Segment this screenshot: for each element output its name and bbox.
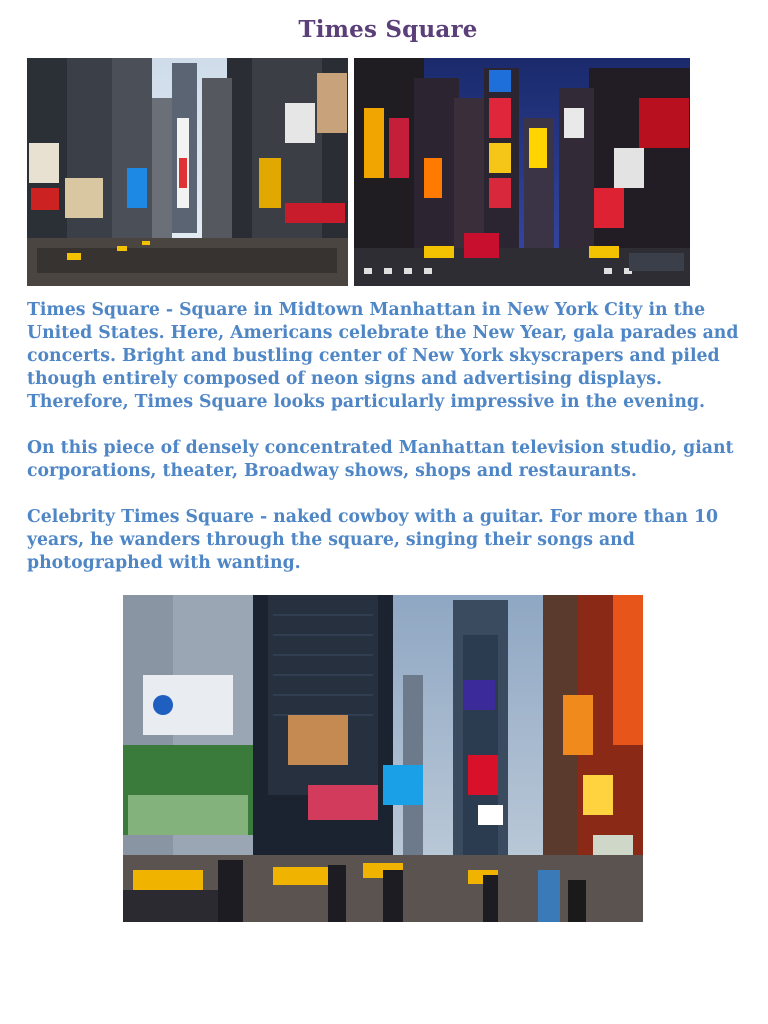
paragraph-businesses: On this piece of densely concentrated Manhattan television studio, giant corporations, theater, Broadway shows, shops and restaurants. xyxy=(27,438,734,481)
paragraph-naked-cowboy: Celebrity Times Square - naked cowboy with a guitar. For more than 10 years, he wanders through the square, singing their songs and photographed with wanting. xyxy=(27,507,719,573)
times-square-street-photo xyxy=(123,595,643,922)
times-square-day-photo xyxy=(27,58,348,286)
page-title: Times Square xyxy=(298,16,478,43)
times-square-night-photo xyxy=(354,58,690,286)
paragraph-intro: Times Square - Square in Midtown Manhattan in New York City in the United States. Here, Americans celebrate the New Year, gala parades and concerts. Bright and bustling center of New York skyscrapers and piled though entirely composed of neon signs and advertising displays. Therefore, Times Square looks particularly impressive in the evening. xyxy=(27,300,739,412)
article-body xyxy=(27,299,757,598)
